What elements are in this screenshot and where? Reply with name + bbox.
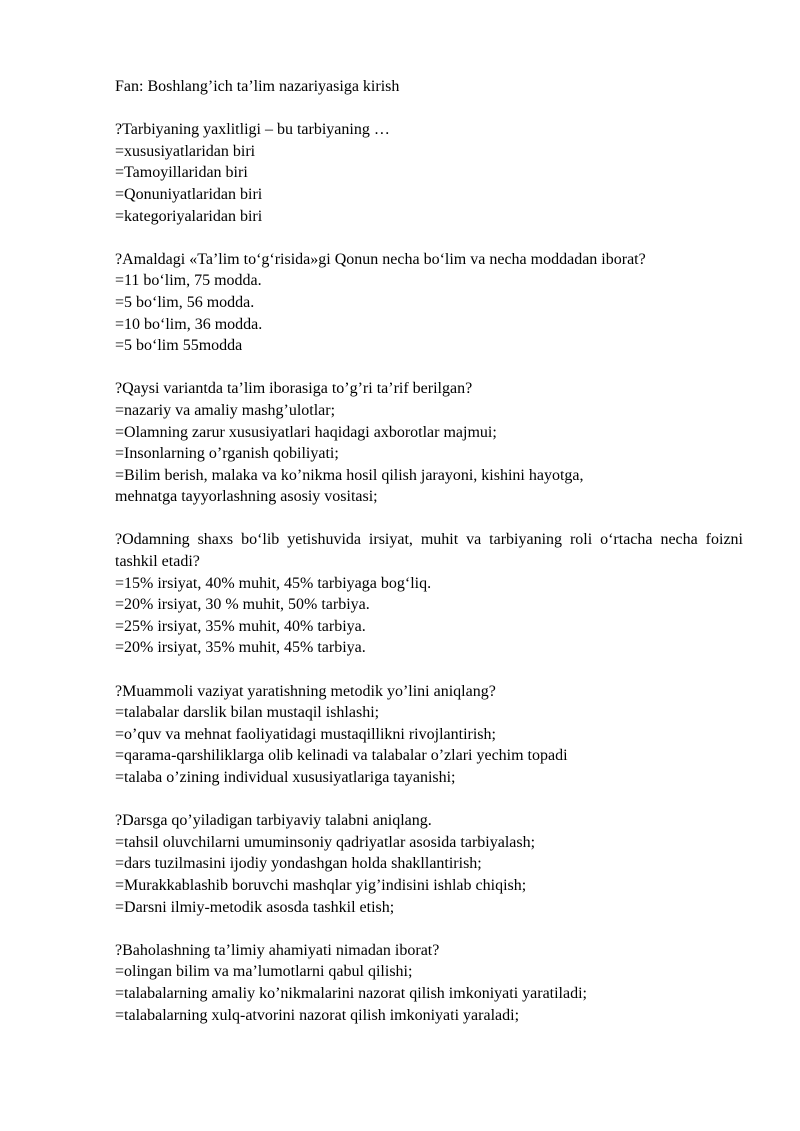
answer-option: =kategoriyalaridan biri bbox=[115, 207, 263, 225]
answer-option: =olingan bilim va ma’lumotlarni qabul qilishi; bbox=[115, 963, 413, 981]
answer-option: =25% irsiyat, 35% muhit, 40% tarbiya. bbox=[115, 617, 366, 635]
answer-option: =5 bo‘lim, 56 modda. bbox=[115, 293, 255, 311]
question-block bbox=[115, 378, 743, 508]
spacer bbox=[115, 98, 743, 120]
question-text: ?Qaysi variantda ta’lim iborasiga to’g’ri ta’rif berilgan? bbox=[115, 380, 473, 398]
answer-option: =11 bo‘lim, 75 modda. bbox=[115, 272, 262, 290]
answer-option: =20% irsiyat, 30 % muhit, 50% tarbiya. bbox=[115, 596, 370, 614]
answer-option: =talabalarning amaliy ko’nikmalarini nazorat qilish imkoniyati yaratiladi; bbox=[115, 984, 587, 1002]
question-text: ?Darsga qo’yiladigan tarbiyaviy talabni aniqlang. bbox=[115, 812, 432, 830]
answer-option: =Olamning zarur xususiyatlari haqidagi axborotlar majmui; bbox=[115, 423, 497, 441]
answer-option: =10 bo‘lim, 36 modda. bbox=[115, 315, 263, 333]
question-block bbox=[115, 681, 743, 789]
answer-option: =talabalarning xulq-atvorini nazorat qilish imkoniyati yaraladi; bbox=[115, 1006, 520, 1024]
document-page bbox=[115, 76, 743, 1026]
answer-option: =Murakkablashib boruvchi mashqlar yig’indisini ishlab chiqish; bbox=[115, 876, 527, 894]
question-text: ?Muammoli vaziyat yaratishning metodik yo’lini aniqlang? bbox=[115, 682, 496, 700]
answer-option: =tahsil oluvchilarni umuminsoniy qadriyatlar asosida tarbiyalash; bbox=[115, 833, 536, 851]
answer-option: =dars tuzilmasini ijodiy yondashgan holda shakllantirish; bbox=[115, 855, 482, 873]
answer-option: =Insonlarning o’rganish qobiliyati; bbox=[115, 445, 339, 463]
question-block bbox=[115, 529, 743, 659]
answer-option: =Qonuniyatlaridan biri bbox=[115, 185, 263, 203]
answer-option: =qarama-qarshiliklarga olib kelinadi va talabalar o’zlari yechim topadi bbox=[115, 747, 568, 765]
answer-option: =nazariy va amaliy mashg’ulotlar; bbox=[115, 401, 336, 419]
answer-option: =5 bo‘lim 55modda bbox=[115, 337, 243, 355]
answer-option-continuation: mehnatga tayyorlashning asosiy vositasi; bbox=[115, 488, 378, 506]
spacer bbox=[115, 357, 743, 379]
question-text: ?Odamning shaxs bo‘lib yetishuvida irsiyat, muhit va tarbiyaning roli o‘rtacha necha foizni tashkil etadi? bbox=[115, 531, 743, 571]
answer-option: =talabalar darslik bilan mustaqil ishlashi; bbox=[115, 704, 380, 722]
spacer bbox=[115, 508, 743, 530]
question-block bbox=[115, 249, 743, 357]
spacer bbox=[115, 918, 743, 940]
answer-option: =o’quv va mehnat faoliyatidagi mustaqillikni rivojlantirish; bbox=[115, 725, 496, 743]
answer-option: =Tamoyillaridan biri bbox=[115, 164, 248, 182]
subject-title: Fan: Boshlang’ich ta’lim nazariyasiga kirish bbox=[115, 78, 400, 95]
question-text: ?Amaldagi «Ta’lim to‘g‘risida»gi Qonun necha bo‘lim va necha moddadan iborat? bbox=[115, 250, 646, 268]
question-block bbox=[115, 810, 743, 918]
answer-option: =Bilim berish, malaka va ko’nikma hosil qilish jarayoni, kishini hayotga, bbox=[115, 466, 584, 484]
answer-option: =talaba o’zining individual xususiyatlariga tayanishi; bbox=[115, 769, 456, 786]
answer-option: =15% irsiyat, 40% muhit, 45% tarbiyaga bog‘liq. bbox=[115, 574, 432, 592]
answer-option: =20% irsiyat, 35% muhit, 45% tarbiya. bbox=[115, 639, 366, 657]
answer-option: =Darsni ilmiy-metodik asosda tashkil etish; bbox=[115, 898, 395, 916]
spacer bbox=[115, 659, 743, 681]
question-text: ?Baholashning ta’limiy ahamiyati nimadan iborat? bbox=[115, 941, 440, 959]
question-text: ?Tarbiyaning yaxlitligi – bu tarbiyaning … bbox=[115, 121, 390, 139]
spacer bbox=[115, 227, 743, 249]
question-block bbox=[115, 940, 743, 1026]
answer-option: =xususiyatlaridan biri bbox=[115, 142, 256, 160]
question-block bbox=[115, 119, 743, 227]
spacer bbox=[115, 789, 743, 811]
